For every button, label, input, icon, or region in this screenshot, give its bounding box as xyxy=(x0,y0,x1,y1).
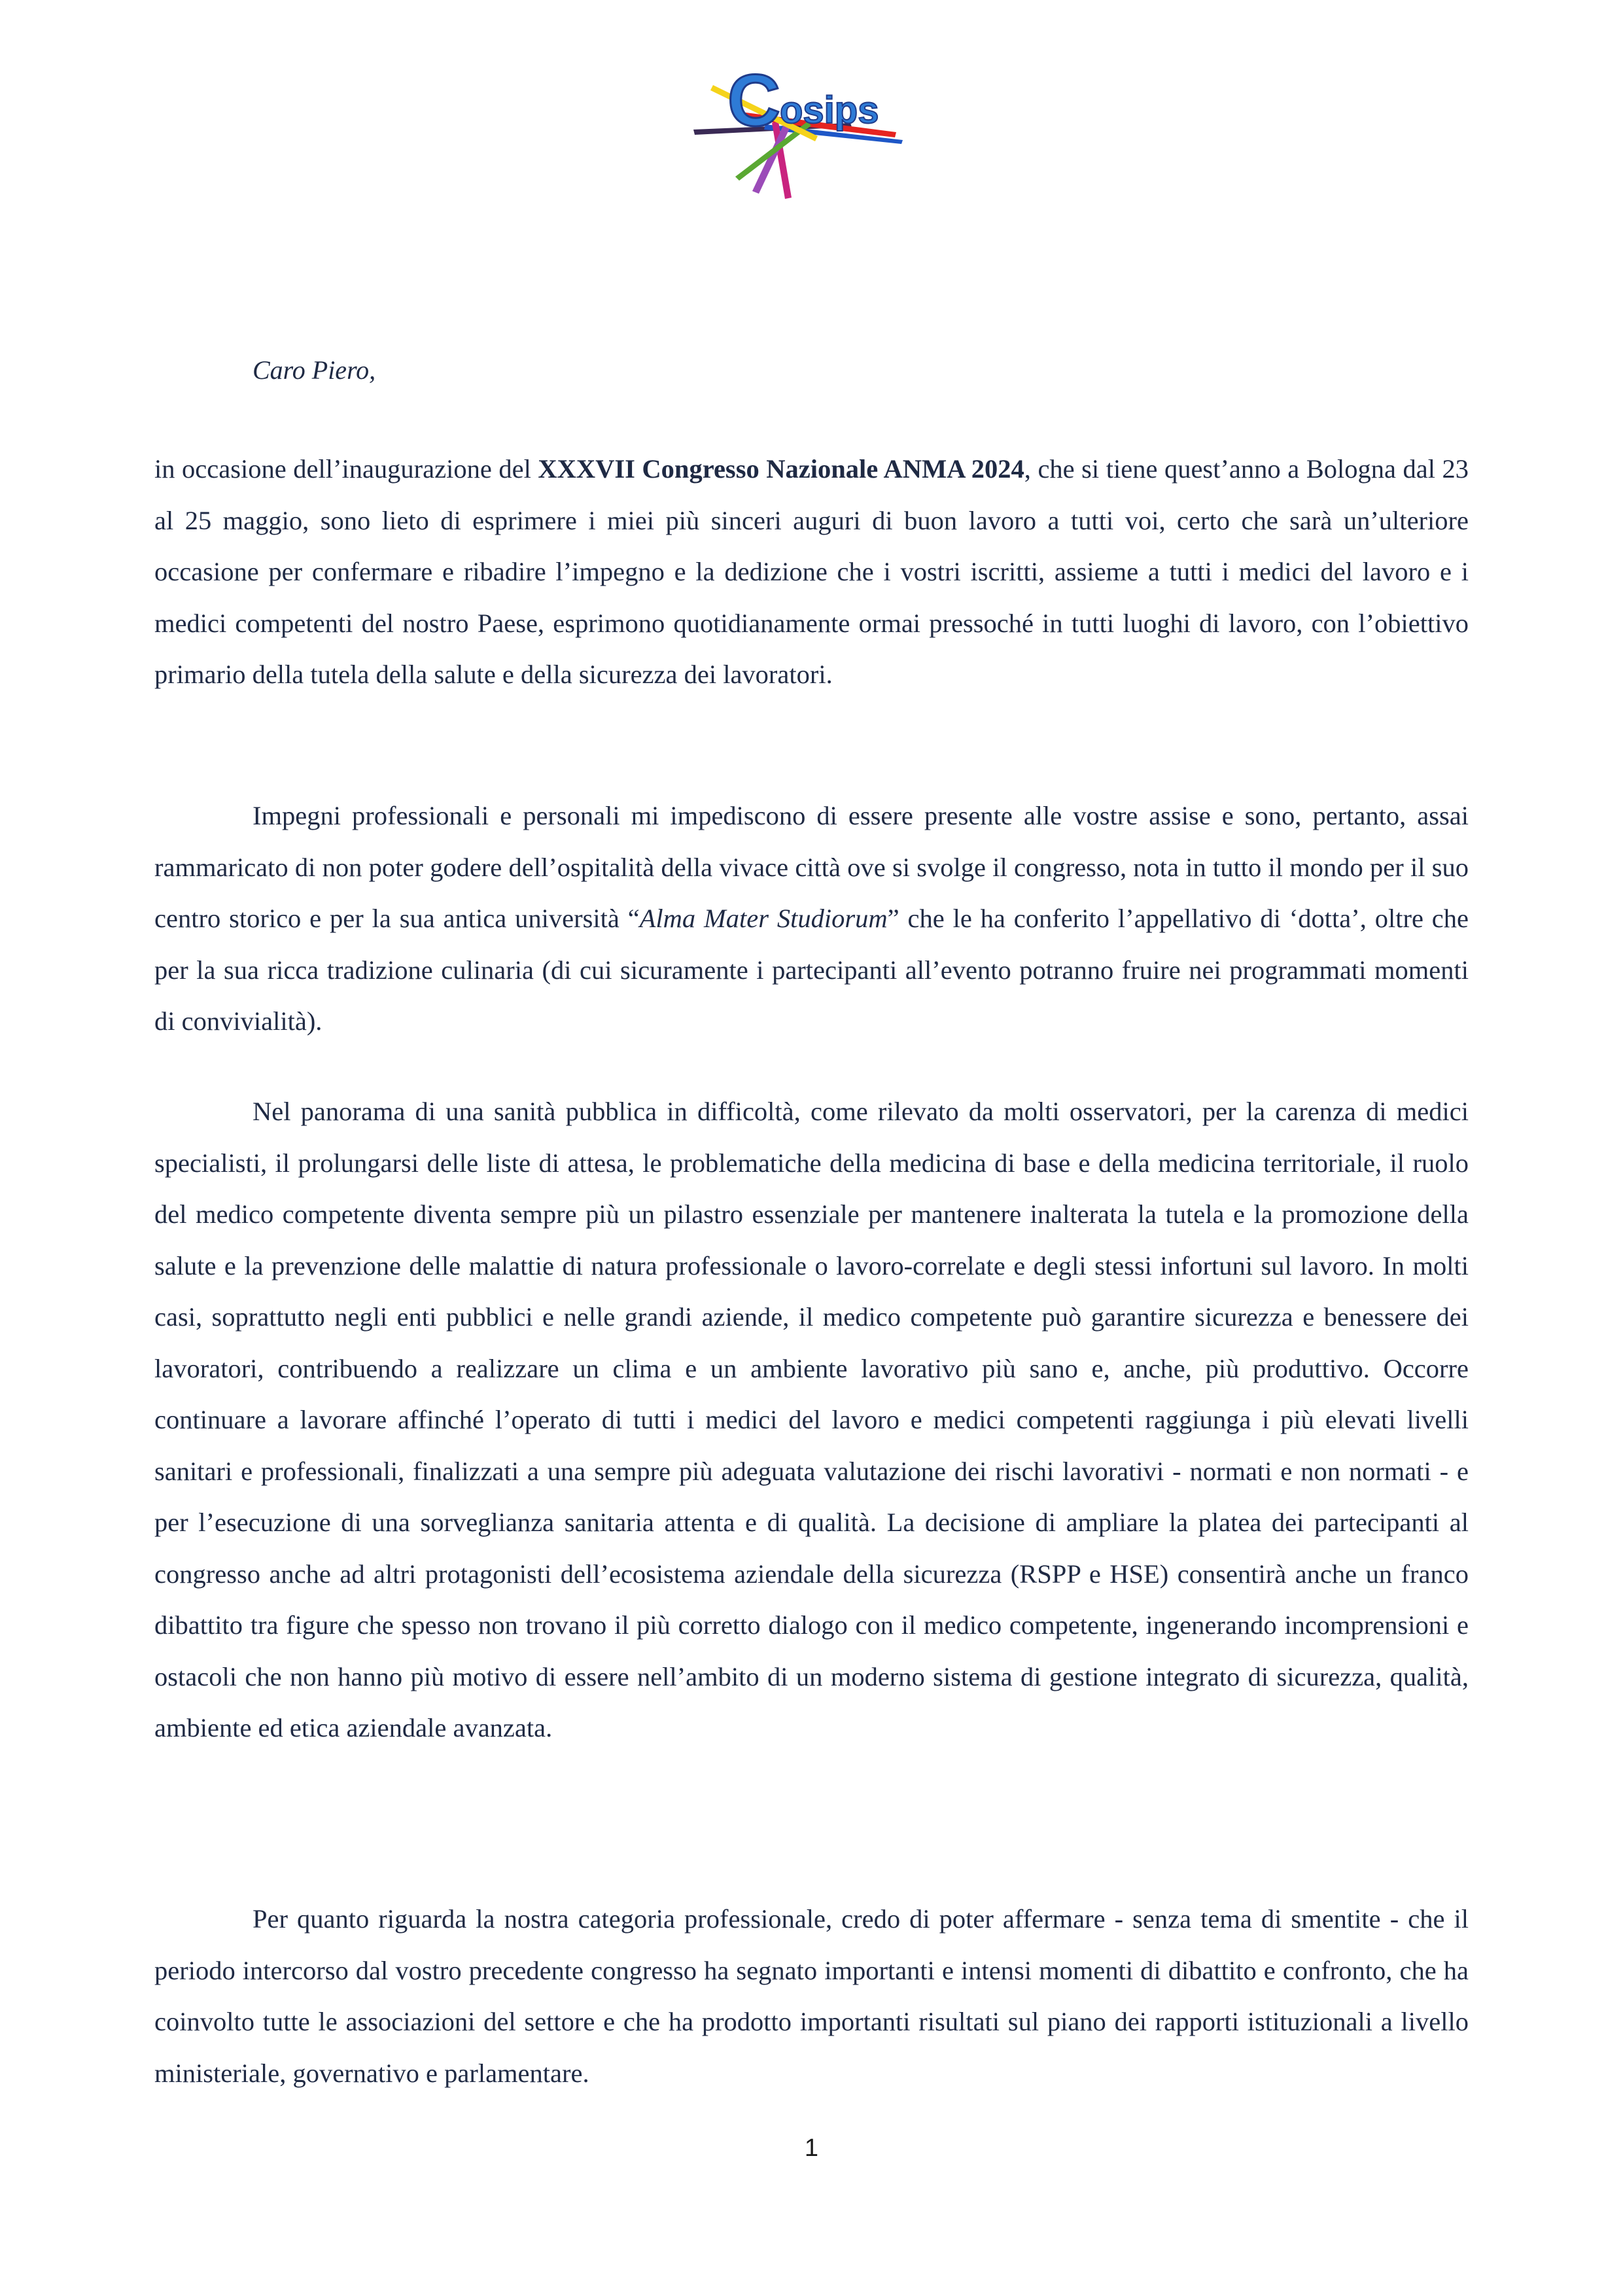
logo-big-c: C xyxy=(727,60,780,141)
cosips-logo-graphic xyxy=(687,59,922,203)
congress-name: XXXVII Congresso Nazionale ANMA 2024 xyxy=(538,454,1024,484)
letter-paragraph-4: Per quanto riguarda la nostra categoria professionale, credo di poter affermare - senza tema di smentite - che il periodo intercorso dal vostro precedente congresso ha segnato importanti e intensi momenti di dibattito e confronto, che ha coinvolto tutte le associazioni del settore e che ha prodotto importanti risultati sul piano dei rapporti istituzionali a livello ministeriale, governativo e parlamentare. xyxy=(154,1904,1469,2088)
letter-paragraph-1 xyxy=(154,444,1469,701)
cosips-logo xyxy=(687,59,922,203)
p1-text-after: , che si tiene quest’anno a Bologna dal 23 al 25 maggio, sono lieto di esprimere i miei più sinceri auguri di buon lavoro a tutti voi, certo che sarà un’ulteriore occasione per confermare e ribadire l’impegno e la dedizione che i vostri iscritti, assieme a tutti i medici del lavoro e i medici competenti del nostro Paese, esprimono quotidianamente ormai pressoché in tutti luoghi di lavoro, con l’obiettivo primario della tutela della salute e della sicurezza dei lavoratori. xyxy=(154,454,1469,689)
page-number: 1 xyxy=(804,2134,819,2162)
letter-paragraph-2 xyxy=(154,790,1469,1048)
university-motto: Alma Mater Studiorum xyxy=(639,904,888,933)
p2-text-after: ” che le ha conferito l’appellativo di ‘dotta’, oltre che per la sua ricca tradizione culinaria (di cui sicuramente i partecipanti all’evento potranno fruire nei programmati momenti di convivialità). xyxy=(154,904,1469,1036)
letter-paragraph-3: Nel panorama di una sanità pubblica in difficoltà, come rilevato da molti osservatori, per la carenza di medici specialisti, il prolungarsi delle liste di attesa, le problematiche della medicina di base e della medicina territoriale, il ruolo del medico competente diventa sempre più un pilastro essenziale per mantenere inalterata la tutela e la promozione della salute e la prevenzione delle malattie di natura professionale o lavoro-correlate e degli stessi infortuni sul lavoro. In molti casi, soprattutto negli enti pubblici e nelle grandi aziende, il medico competente può garantire sicurezza e benessere dei lavoratori, contribuendo a realizzare un clima e un ambiente lavorativo più sano e, anche, più produttivo. Occorre continuare a lavorare affinché l’operato di tutti i medici del lavoro e medici competenti raggiunga i più elevati livelli sanitari e professionali, finalizzati a una sempre più adeguata valutazione dei rischi lavorativi - normati e non normati - e per l’esecuzione di una sorveglianza sanitaria attenta e di qualità. La decisione di ampliare la platea dei partecipanti al congresso anche ad altri protagonisti dell’ecosistema aziendale della sicurezza (RSPP e HSE) consentirà anche un franco dibattito tra figure che spesso non trovano il più corretto dialogo con il medico competente, ingenerando incomprensioni e ostacoli che non hanno più motivo di essere nell’ambito di un moderno sistema di gestione integrato di sicurezza, qualità, ambiente ed etica aziendale avanzata. xyxy=(154,1097,1469,1742)
p2-text-before: Impegni professionali e personali mi impediscono di essere presente alle vostre assise e sono, pertanto, assai rammaricato di non poter godere dell’ospitalità della vivace città ove si svolge il congresso, nota in tutto il mondo per il suo centro storico e per la sua antica università “ xyxy=(154,801,1469,933)
letter-salutation: Caro Piero, xyxy=(253,355,376,385)
p1-text-before: in occasione dell’inaugurazione del xyxy=(154,454,538,484)
logo-wordmark: osips xyxy=(780,89,879,132)
